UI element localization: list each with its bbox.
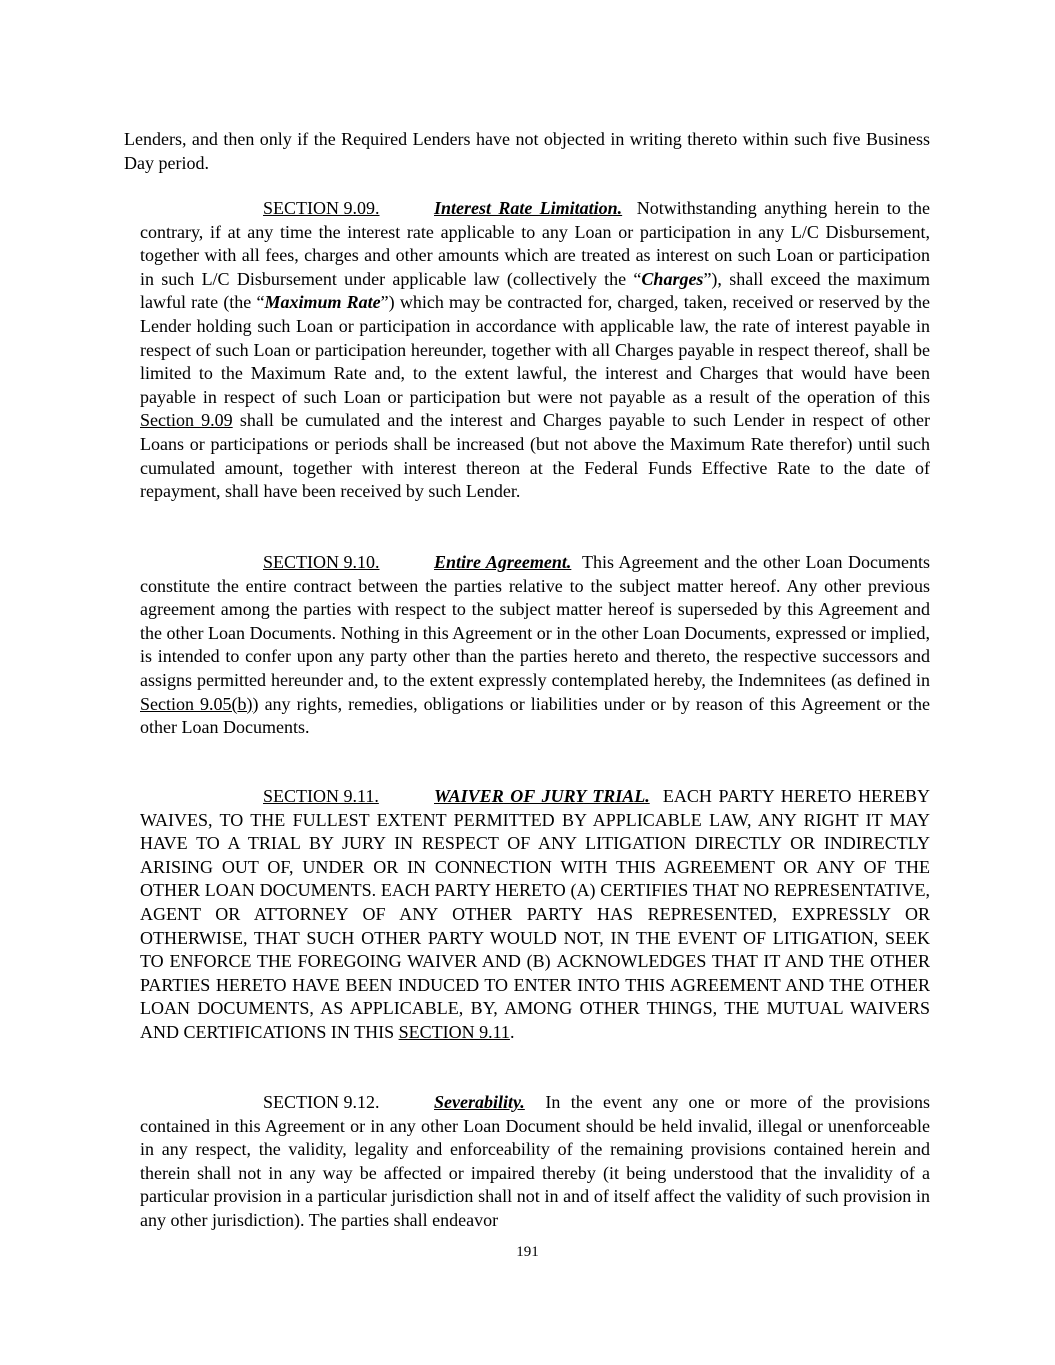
cross-reference: Section 9.05(b) (140, 693, 253, 714)
section-text: ”) which may be contracted for, charged, taken, received or reserved by the Lender holding such Loan or participation in accordance with applicable law, the rate of interest payable in respect of such Loan or participation hereunder, together with all Charges payable in respect thereof, shall be limited to the Maximum Rate and, to the extent lawful, the interest and Charges that would have been payable in respect of such Loan or participation but were not payable as a result of the operation of this (140, 292, 931, 407)
cross-reference: Section 9.09 (140, 410, 233, 431)
section-text: EACH PARTY HERETO HEREBY WAIVES, TO THE FULLEST EXTENT PERMITTED BY APPLICABLE LAW, ANY RIGHT IT MAY HAVE TO A TRIAL BY JURY IN RESPECT OF ANY LITIGATION DIRECTLY OR INDIRECTLY ARISING OUT OF, UNDER OR IN CONNECTION WITH THIS AGREEMENT OR ANY OF THE OTHER LOAN DOCUMENTS. EACH PARTY HERETO (A) CERTIFIES THAT NO REPRESENTATIVE, AGENT OR ATTORNEY OF ANY OTHER PARTY HAS REPRESENTED, EXPRESSLY OR OTHERWISE, THAT SUCH OTHER PARTY WOULD NOT, IN THE EVENT OF LITIGATION, SEEK TO ENFORCE THE FOREGOING WAIVER AND (B) ACKNOWLEDGES THAT IT AND THE OTHER PARTIES HERETO HAVE BEEN INDUCED TO ENTER INTO THIS AGREEMENT AND THE OTHER LOAN DOCUMENTS, AS APPLICABLE, BY, AMONG OTHER THINGS, THE MUTUAL WAIVERS AND CERTIFICATIONS IN THIS (140, 786, 931, 1042)
section-number: SECTION 9.09. (263, 198, 380, 218)
section-text: . (509, 1021, 515, 1042)
section-text: This Agreement and the other Loan Documents constitute the entire contract between the parties relative to the subject matter hereof. Any other previous agreement among the parties with respect to the subject matter hereof is superseded by this Agreement and the other Loan Documents. Nothing in this Agreement or in the other Loan Documents, expressed or implied, is intended to confer upon any party other than the parties hereto and thereto, the respective successors and assigns permitted hereunder and, to the extent expressly contemplated hereby, the Indemnitees (as defined in (140, 552, 930, 690)
section-9-10 (140, 551, 930, 740)
section-number: SECTION 9.10. (263, 552, 380, 572)
section-9-09 (140, 197, 930, 504)
section-title: Interest Rate Limitation. (434, 198, 623, 218)
defined-term-maximum-rate: Maximum Rate (264, 292, 381, 313)
lead-paragraph-text: Lenders, and then only if the Required Lenders have not objected in writing thereto within such five Business Day period. (124, 129, 930, 173)
page-number: 191 (516, 1244, 539, 1260)
section-9-11 (140, 785, 930, 1045)
cross-reference: SECTION 9.11 (398, 1021, 510, 1042)
lead-paragraph (124, 128, 930, 175)
section-title: Severability. (434, 1092, 525, 1112)
section-title: WAIVER OF JURY TRIAL. (434, 786, 650, 806)
section-title: Entire Agreement. (434, 552, 572, 572)
section-text: ”), shall exceed the maximum lawful rate (the “ (140, 268, 930, 313)
section-text: shall be cumulated and the interest and Charges payable to such Lender in respect of other Loans or participations or periods shall be increased (but not above the Maximum Rate therefor) until such cumulated amount, together with interest thereon at the Federal Funds Effective Rate to the date of repayment, shall have been received by such Lender. (140, 410, 930, 502)
section-text: Notwithstanding anything herein to the contrary, if at any time the interest rate applicable to any Loan or participation in any L/C Disbursement, together with all fees, charges and other amounts which are treated as interest on such Loan or participation in such L/C Disbursement under applicable law (collectively the “ (140, 198, 931, 289)
section-text: ) any rights, remedies, obligations or liabilities under or by reason of this Agreement or the other Loan Documents. (140, 693, 930, 738)
section-number: SECTION 9.12. (263, 1092, 380, 1112)
section-text: In the event any one or more of the provisions contained in this Agreement or in any other Loan Document should be held invalid, illegal or unenforceable in any respect, the validity, legality and enforceability of the remaining provisions contained herein and therein shall not in any way be affected or impaired thereby (it being understood that the invalidity of a particular provision in a particular jurisdiction shall not in and of itself affect the validity of such provision in any other jurisdiction). The parties shall endeavor (140, 1092, 930, 1230)
defined-term-charges: Charges (641, 268, 704, 289)
section-number: SECTION 9.11. (263, 786, 379, 806)
section-9-12 (140, 1091, 930, 1233)
